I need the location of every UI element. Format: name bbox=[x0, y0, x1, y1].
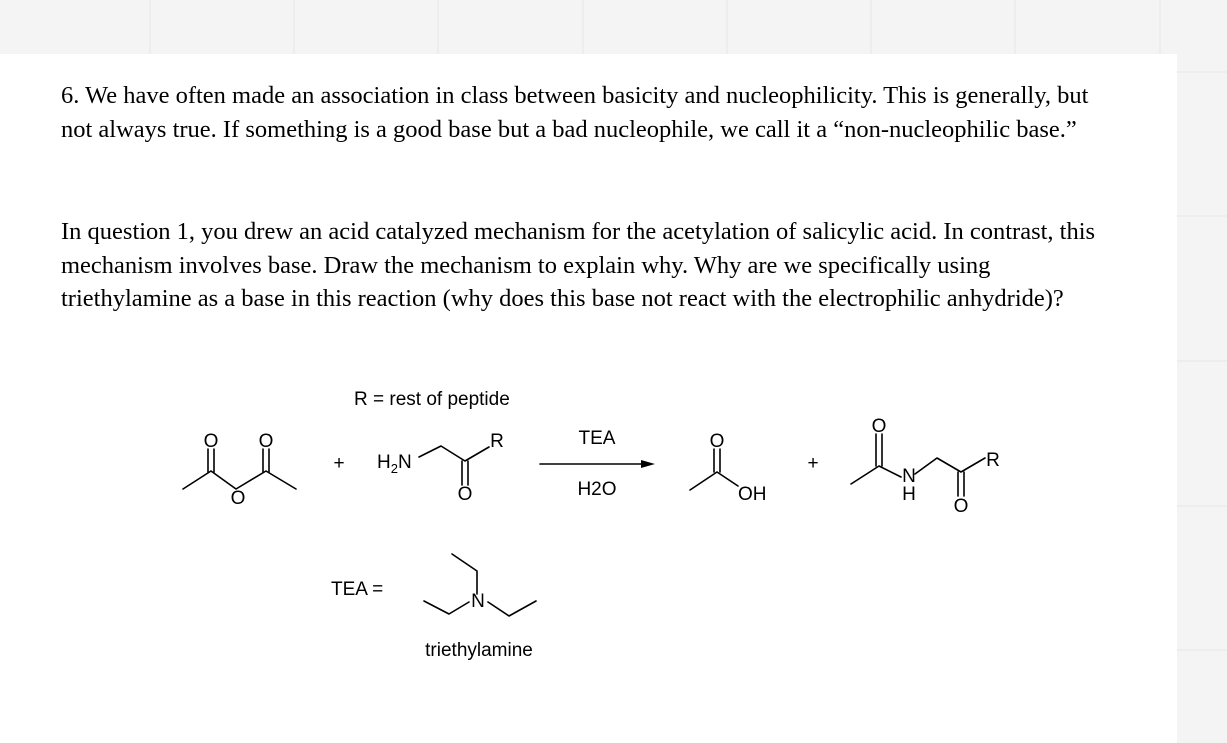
amine-nitrogen: N bbox=[397, 452, 412, 473]
amide-nitrogen: N bbox=[902, 466, 916, 487]
acetic-anhydride-structure bbox=[183, 449, 296, 489]
acetic-acid-structure bbox=[690, 449, 738, 490]
amine-hydrogen: H bbox=[377, 452, 391, 473]
amine-subscript: 2 bbox=[390, 461, 398, 476]
plus-sign-2: + bbox=[807, 453, 819, 474]
reagent-below-arrow: H2O bbox=[577, 479, 617, 500]
amide-r-group: R bbox=[986, 450, 1000, 471]
amine-ketone-oxygen: O bbox=[457, 484, 473, 505]
amide-ketone-oxygen: O bbox=[953, 496, 969, 517]
anhydride-oxygen-1: O bbox=[203, 431, 219, 452]
acid-hydroxyl: OH bbox=[738, 484, 767, 505]
r-group-definition: R = rest of peptide bbox=[354, 389, 510, 410]
tea-name-caption: triethylamine bbox=[425, 640, 533, 661]
question-paragraph-1: 6. We have often made an association in class between basicity and nucleophilicity. This is generally, but not always true. If something is a good base but a bad nucleophile, we call it a “non-nucleophilic base.” bbox=[61, 82, 1089, 143]
question-paragraph-2: In question 1, you drew an acid catalyzed mechanism for the acetylation of salicylic acid. In contrast, this mechanism involves base. Draw the mechanism to explain why. Why are we specifically using triethylamine as a base in this reaction (why does this base not react with the electrophilic anhydride)? bbox=[61, 218, 1096, 312]
amine-reactant-structure bbox=[419, 446, 489, 485]
amide-carbonyl-oxygen: O bbox=[871, 416, 887, 437]
amine-group-label bbox=[377, 452, 412, 476]
acid-carbonyl-oxygen: O bbox=[709, 431, 725, 452]
reagent-above-arrow: TEA bbox=[578, 428, 616, 449]
anhydride-bridge-oxygen: O bbox=[230, 488, 246, 509]
amide-product-structure bbox=[851, 434, 985, 496]
anhydride-oxygen-2: O bbox=[258, 431, 274, 452]
reaction-arrow-head bbox=[641, 460, 655, 468]
tea-nitrogen: N bbox=[471, 591, 485, 612]
plus-sign-1: + bbox=[333, 453, 345, 474]
amine-r-group: R bbox=[490, 431, 504, 452]
amide-hydrogen: H bbox=[902, 484, 916, 505]
tea-definition-label: TEA = bbox=[331, 579, 384, 600]
